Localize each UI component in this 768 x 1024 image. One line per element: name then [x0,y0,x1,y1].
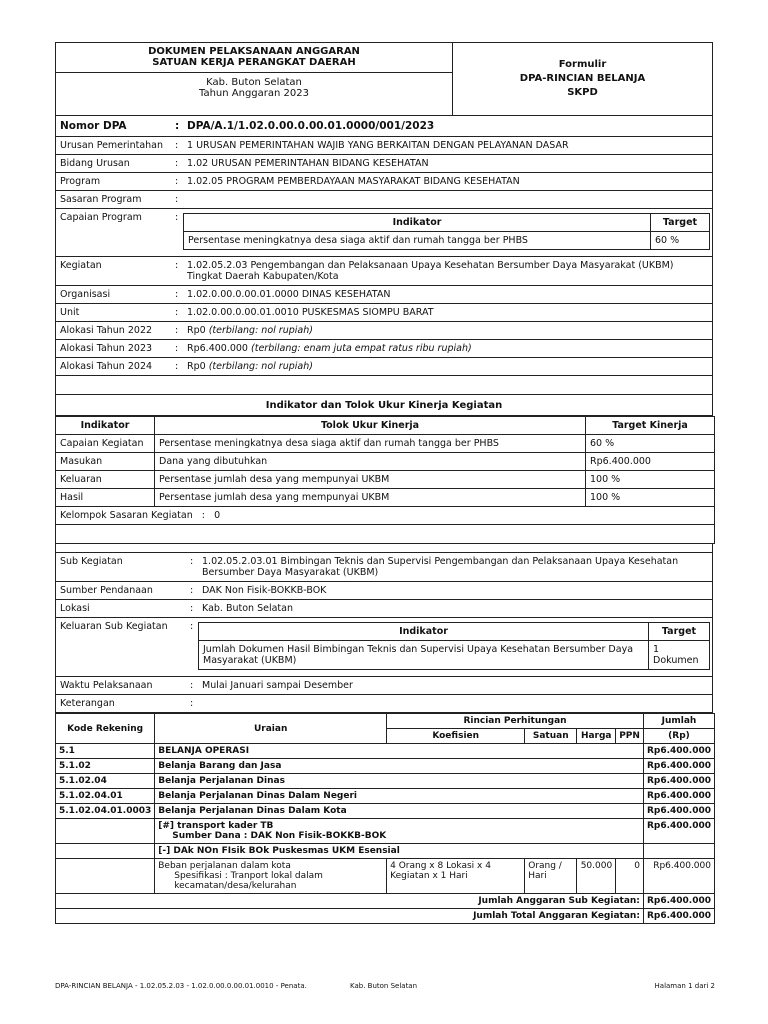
form-title-3: SKPD [567,87,598,98]
sumber-dana-label: Sumber Pendanaan [60,585,153,596]
kode-rekening: 5.1.02.04.01 [56,789,155,804]
alokasi-2024-terbilang: (terbilang: nol rupiah) [208,361,313,372]
item-row [56,859,715,894]
unit-label: Unit [60,307,80,318]
kinerja-target-header: Target Kinerja [586,417,715,435]
alokasi-2023-terbilang: (terbilang: enam juta empat ratus ribu rupiah) [251,343,472,354]
total-kegiatan-row [56,909,715,924]
item-koefisien: 4 Orang x 8 Lokasi x 4 Kegiatan x 1 Hari [387,859,525,894]
organisasi-value: 1.02.0.00.0.00.01.0000 DINAS KESEHATAN [187,289,391,300]
item-jumlah: Rp6.400.000 [643,859,714,894]
alokasi-2022-label: Alokasi Tahun 2022 [60,325,153,336]
page-footer [55,982,715,990]
total-sub-label: Jumlah Anggaran Sub Kegiatan: [56,894,644,909]
waktu-value: Mulai Januari sampai Desember [202,680,353,691]
total-kegiatan-value: Rp6.400.000 [643,909,714,924]
group-sumber-dana: Sumber Dana : DAK Non Fisik-BOKKB-BOK [172,831,387,841]
kode-rekening: 5.1.02 [56,759,155,774]
sasaran-value [183,191,712,208]
kinerja-target: Rp6.400.000 [586,453,715,471]
jumlah: Rp6.400.000 [643,759,714,774]
capaian-indikator: Persentase meningkatnya desa siaga aktif dan rumah tangga ber PHBS [184,232,651,250]
subgroup-row [56,844,715,859]
rincian-header: Rincian Perhitungan [387,714,644,729]
kinerja-tolok: Persentase meningkatnya desa siaga aktif dan rumah tangga ber PHBS [155,435,586,453]
uraian: Belanja Perjalanan Dinas Dalam Negeri [155,789,644,804]
header-title-block [56,43,453,115]
jumlah: Rp6.400.000 [643,789,714,804]
kinerja-table [55,416,715,544]
kode-rekening-header: Kode Rekening [56,714,155,744]
kinerja-target: 100 % [586,489,715,507]
capaian-label: Capaian Program [60,212,142,223]
alokasi-2023-label: Alokasi Tahun 2023 [60,343,153,354]
form-title-block [453,43,712,115]
program-row: Program : 1.02.05 PROGRAM PEMBERDAYAAN MASYARAKAT BIDANG KESEHATAN [56,173,712,191]
unit-value: 1.02.0.00.0.00.01.0010 PUSKESMAS SIOMPU BARAT [187,307,434,318]
kinerja-indikator: Masukan [56,453,155,471]
group-jumlah: Rp6.400.000 [643,819,714,844]
kinerja-row [56,435,715,453]
jumlah: Rp6.400.000 [643,804,714,819]
uraian: Belanja Perjalanan Dinas [155,774,644,789]
jumlah-header: Jumlah [643,714,714,729]
kinerja-target: 60 % [586,435,715,453]
urusan-value: 1 URUSAN PEMERINTAHAN WAJIB YANG BERKAITAN DENGAN PELAYANAN DASAR [187,140,569,151]
bidang-value: 1.02 URUSAN PEMERINTAHAN BIDANG KESEHATAN [187,158,429,169]
jumlah: Rp6.400.000 [643,744,714,759]
kinerja-row [56,471,715,489]
unit-row: Unit : 1.02.0.00.0.00.01.0010 PUSKESMAS SIOMPU BARAT [56,304,712,322]
satuan-header: Satuan [525,729,577,744]
group-row [56,819,715,844]
kinerja-tolok-header: Tolok Ukur Kinerja [155,417,586,435]
dpa-document [55,42,713,924]
program-label: Program [60,176,101,187]
ppn-header: PPN [616,729,644,744]
kinerja-row [56,453,715,471]
kinerja-title: Indikator dan Tolok Ukur Kinerja Kegiatan [265,399,503,411]
total-sub-row [56,894,715,909]
nomor-dpa-value: DPA/A.1/1.02.0.00.0.00.01.0000/001/2023 [187,120,435,132]
footer-region: Kab. Buton Selatan [350,982,418,990]
waktu-row: Waktu Pelaksanaan : Mulai Januari sampai Desember [56,677,712,695]
document-header [55,42,713,416]
group-title: [#] transport kader TB [158,821,274,831]
bidang-label: Bidang Urusan [60,158,130,169]
keluaran-row: Keluaran Sub Kegiatan : Indikator Target Jumlah Dokumen Hasil Bimbingan Teknis dan Supervisi Upaya Kesehatan Bersumber Daya Masyarakat (UKBM) 1 Dokumen [56,618,712,677]
sasaran-label: Sasaran Program [60,194,142,205]
table-row [56,804,715,819]
alokasi-2023-value: Rp6.400.000 [187,343,248,354]
footer-left: DPA-RINCIAN BELANJA - 1.02.05.2.03 - 1.02.0.00.0.00.01.0010 - Penata. [55,982,307,990]
kinerja-row [56,489,715,507]
alokasi-2022-row: Alokasi Tahun 2022 : Rp0 (terbilang: nol rupiah) [56,322,712,340]
capaian-indikator-header: Indikator [184,214,651,232]
item-spesifikasi: Spesifikasi : Tranport lokal dalam kecamatan/desa/kelurahan [174,871,323,891]
footer-page-number: Halaman 1 dari 2 [654,982,715,990]
header-region: Kab. Buton Selatan [206,77,302,88]
rp-header: (Rp) [643,729,714,744]
nomor-dpa-label: Nomor DPA [60,120,127,132]
sumber-dana-value: DAK Non Fisik-BOKKB-BOK [202,585,327,596]
kinerja-indikator: Hasil [56,489,155,507]
keterangan-value [198,695,712,712]
kinerja-indikator: Keluaran [56,471,155,489]
capaian-target: 60 % [651,232,710,250]
table-row [56,759,715,774]
alokasi-2024-label: Alokasi Tahun 2024 [60,361,153,372]
koefisien-header: Koefisien [387,729,525,744]
kegiatan-label: Kegiatan [60,260,102,271]
item-satuan: Orang / Hari [525,859,577,894]
nomor-dpa-row: Nomor DPA : DPA/A.1/1.02.0.00.0.00.01.0000/001/2023 [56,116,712,137]
keluaran-label: Keluaran Sub Kegiatan [60,621,168,632]
item-harga: 50.000 [577,859,616,894]
kode-rekening: 5.1 [56,744,155,759]
alokasi-2024-value: Rp0 [187,361,206,372]
form-title-2: DPA-RINCIAN BELANJA [519,73,646,84]
total-kegiatan-label: Jumlah Total Anggaran Kegiatan: [56,909,644,924]
kinerja-tolok: Persentase jumlah desa yang mempunyai UKBM [155,471,586,489]
header-title-2: SATUAN KERJA PERANGKAT DAERAH [152,57,356,68]
alokasi-2022-value: Rp0 [187,325,206,336]
kinerja-indikator-header: Indikator [56,417,155,435]
uraian: BELANJA OPERASI [155,744,644,759]
kinerja-tolok: Dana yang dibutuhkan [155,453,586,471]
uraian-header: Uraian [155,714,387,744]
item-name: Beban perjalanan dalam kota [158,861,291,871]
organisasi-label: Organisasi [60,289,111,300]
lokasi-label: Lokasi [60,603,90,614]
program-value: 1.02.05 PROGRAM PEMBERDAYAAN MASYARAKAT BIDANG KESEHATAN [187,176,520,187]
sub-kegiatan-value: 1.02.05.2.03.01 Bimbingan Teknis dan Supervisi Pengembangan dan Pelaksanaan Upaya Kesehatan Bersumber Daya Masyarakat (UKBM) [202,556,679,578]
urusan-row: Urusan Pemerintahan : 1 URUSAN PEMERINTAHAN WAJIB YANG BERKAITAN DENGAN PELAYANAN DASAR [56,137,712,155]
sub-kegiatan-row: Sub Kegiatan : 1.02.05.2.03.01 Bimbingan Teknis dan Supervisi Pengembangan dan Pelaksanaan Upaya Kesehatan Bersumber Daya Masyarakat (UKBM) [56,553,712,582]
kelompok-sasaran: Kelompok Sasaran Kegiatan : 0 [56,507,715,525]
kinerja-tolok: Persentase jumlah desa yang mempunyai UKBM [155,489,586,507]
table-row [56,744,715,759]
keluaran-target: 1 Dokumen [649,641,710,670]
kegiatan-value: 1.02.05.2.03 Pengembangan dan Pelaksanaan Upaya Kesehatan Bersumber Daya Masyarakat (UKBM) Tingkat Daerah Kabupaten/Kota [187,260,674,282]
keluaran-target-header: Target [649,623,710,641]
keterangan-label: Keterangan [60,698,115,709]
kinerja-indikator: Capaian Kegiatan [56,435,155,453]
keluaran-table [198,622,710,670]
waktu-label: Waktu Pelaksanaan [60,680,153,691]
subgroup-title: [-] DAk NOn FIsik BOk Puskesmas UKM Esensial [155,844,644,859]
item-ppn: 0 [616,859,644,894]
kode-rekening: 5.1.02.04 [56,774,155,789]
header-year: Tahun Anggaran 2023 [199,88,309,99]
form-title-1: Formulir [558,59,607,70]
kinerja-target: 100 % [586,471,715,489]
alokasi-2023-row: Alokasi Tahun 2023 : Rp6.400.000 (terbilang: enam juta empat ratus ribu rupiah) [56,340,712,358]
lokasi-row: Lokasi : Kab. Buton Selatan [56,600,712,618]
capaian-table [183,213,710,250]
total-sub-value: Rp6.400.000 [643,894,714,909]
capaian-target-header: Target [651,214,710,232]
capaian-row: Capaian Program : Indikator Target Persentase meningkatnya desa siaga aktif dan rumah tangga ber PHBS 60 % [56,209,712,257]
kode-rekening: 5.1.02.04.01.0003 [56,804,155,819]
keluaran-indikator-header: Indikator [199,623,649,641]
organisasi-row: Organisasi : 1.02.0.00.0.00.01.0000 DINAS KESEHATAN [56,286,712,304]
alokasi-2024-row: Alokasi Tahun 2024 : Rp0 (terbilang: nol rupiah) [56,358,712,376]
sumber-dana-row: Sumber Pendanaan : DAK Non Fisik-BOKKB-BOK [56,582,712,600]
uraian: Belanja Barang dan Jasa [155,759,644,774]
table-row [56,774,715,789]
alokasi-2022-terbilang: (terbilang: nol rupiah) [208,325,313,336]
sasaran-row: Sasaran Program : [56,191,712,209]
header-title-1: DOKUMEN PELAKSANAAN ANGGARAN [148,46,360,57]
kegiatan-row: Kegiatan : 1.02.05.2.03 Pengembangan dan Pelaksanaan Upaya Kesehatan Bersumber Daya Masyarakat (UKBM) Tingkat Daerah Kabupaten/Kota [56,257,712,286]
table-row [56,789,715,804]
harga-header: Harga [577,729,616,744]
keterangan-row: Keterangan : [56,695,712,713]
lokasi-value: Kab. Buton Selatan [202,603,293,614]
uraian: Belanja Perjalanan Dinas Dalam Kota [155,804,644,819]
keluaran-indikator: Jumlah Dokumen Hasil Bimbingan Teknis dan Supervisi Upaya Kesehatan Bersumber Daya Masyarakat (UKBM) [199,641,649,670]
sub-kegiatan-label: Sub Kegiatan [60,556,123,567]
bidang-row: Bidang Urusan : 1.02 URUSAN PEMERINTAHAN BIDANG KESEHATAN [56,155,712,173]
urusan-label: Urusan Pemerintahan [60,140,164,151]
rincian-belanja-table [55,713,715,924]
jumlah: Rp6.400.000 [643,774,714,789]
sub-kegiatan-block [55,544,713,713]
